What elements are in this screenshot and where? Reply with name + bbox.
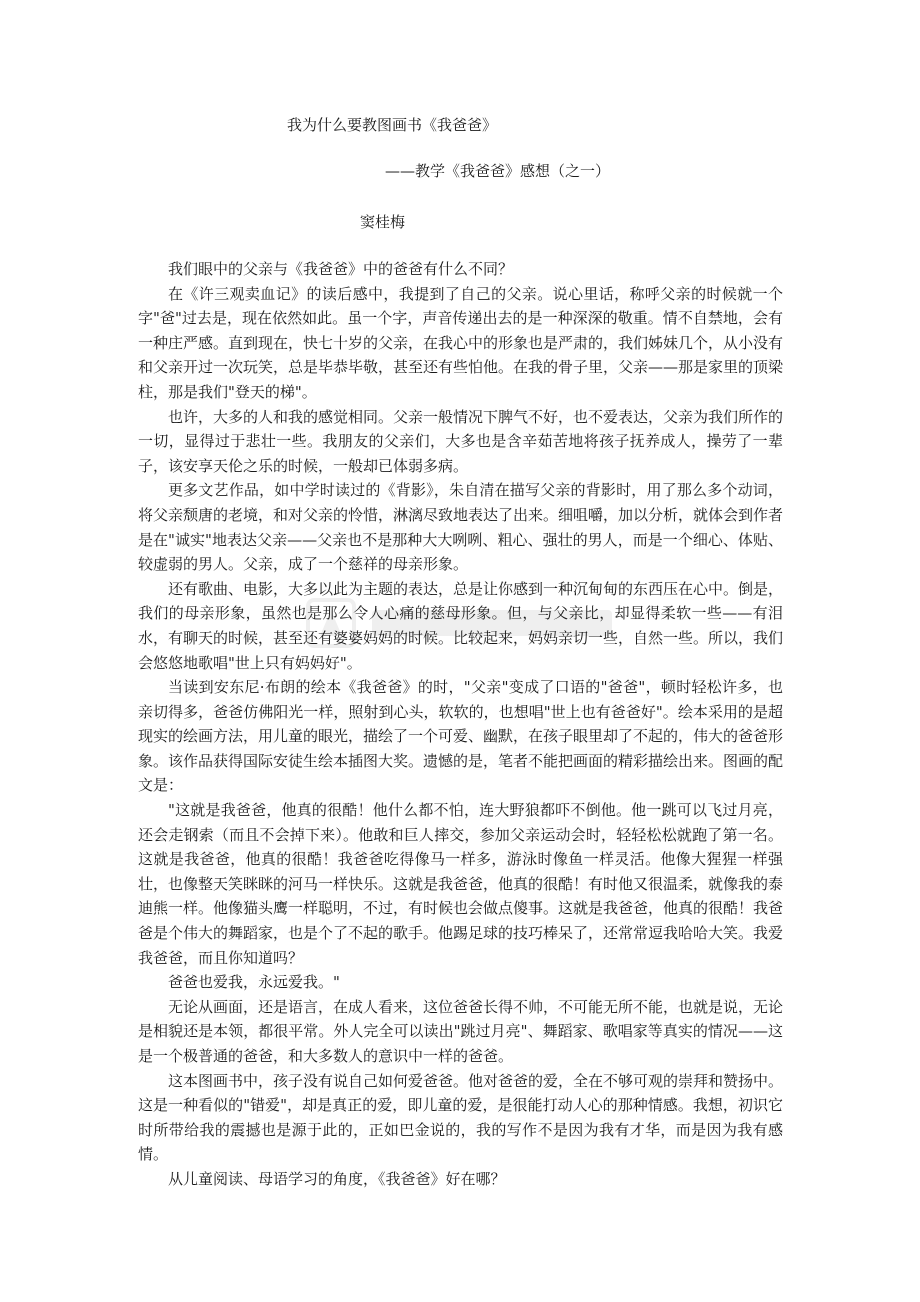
paragraph: 也许，大多的人和我的感觉相同。父亲一般情况下脾气不好，也不爱表达，父亲为我们所作的一切，显得过于悲壮一些。我朋友的父亲们，大多也是含辛茹苦地将孩子抚养成人，操劳了一辈子，该安享天伦之乐的时候，一般却已体弱多病。 <box>138 407 784 475</box>
document-author: 窦桂梅 <box>360 213 406 231</box>
paragraph: 还有歌曲、电影，大多以此为主题的表达，总是让你感到一种沉甸甸的东西压在心中。倒是，我们的母亲形象，虽然也是那么令人心痛的慈母形象。但，与父亲比，却显得柔软一些——有泪水，有聊天的时候，甚至还有婆婆妈妈的时候。比较起来，妈妈亲切一些，自然一些。所以，我们会悠悠地歌唱"世上只有妈妈好"。 <box>138 579 784 672</box>
document-body <box>138 257 783 1192</box>
paragraph: 无论从画面，还是语言，在成人看来，这位爸爸长得不帅，不可能无所不能，也就是说，无论是相貌还是本领，都很平常。外人完全可以读出"跳过月亮"、舞蹈家、歌唱家等真实的情况——这是一个极普通的爸爸，和大多数人的意识中一样的爸爸。 <box>138 997 784 1065</box>
paragraph: 当读到安东尼·布朗的绘本《我爸爸》的时，"父亲"变成了口语的"爸爸"，顿时轻松许多，也亲切得多，爸爸仿佛阳光一样，照射到心头，软软的，也想唱"世上也有爸爸好"。绘本采用的是超现实的绘画方法，用儿童的眼光，描绘了一个可爱、幽默，在孩子眼里却了不起的，伟大的爸爸形象。该作品获得国际安徒生绘本插图大奖。遗憾的是，笔者不能把画面的精彩描绘出来。图画的配文是： <box>138 678 784 795</box>
paragraph: 更多文艺作品，如中学时读过的《背影》，朱自清在描写父亲的背影时，用了那么多个动词，将父亲颓唐的老境，和对父亲的怜惜，淋漓尽致地表达了出来。细咀嚼，加以分析，就体会到作者是在"诚实"地表达父亲——父亲也不是那种大大咧咧、粗心、强壮的男人，而是一个细心、体贴、较虚弱的男人。父亲，成了一个慈祥的母亲形象。 <box>138 481 784 574</box>
paragraph: 从儿童阅读、母语学习的角度，《我爸爸》好在哪？ <box>168 1169 506 1188</box>
paragraph: 在《许三观卖血记》的读后感中，我提到了自己的父亲。说心里话，称呼父亲的时候就一个字"爸"过去是，现在依然如此。虽一个字，声音传递出去的是一种深深的敬重。情不自禁地，会有一种庄严感。直到现在，快七十岁的父亲，在我心中的形象也是严肃的，我们姊妹几个，从小没有和父亲开过一次玩笑，总是毕恭毕敬，甚至还有些怕他。在我的骨子里，父亲——那是家里的顶梁柱，那是我们"登天的梯"。 <box>138 284 784 401</box>
document-subtitle: ——教学《我爸爸》感想（之一） <box>385 162 611 180</box>
quote-paragraph: 爸爸也爱我，永远爱我。" <box>168 973 340 992</box>
document-title: 我为什么要教图画书《我爸爸》 <box>287 116 498 134</box>
paragraph: 这本图画书中，孩子没有说自己如何爱爸爸。他对爸爸的爱，全在不够可观的崇拜和赞扬中。这是一种看似的"错爱"，却是真正的爱，即儿童的爱，是很能打动人心的那种情感。我想，初识它时所带给我的震撼也是源于此的，正如巴金说的，我的写作不是因为我有才华，而是因为我有感情。 <box>138 1071 784 1164</box>
quote-paragraph: "这就是我爸爸，他真的很酷！他什么都不怕，连大野狼都吓不倒他。他一跳可以飞过月亮，还会走钢索（而且不会掉下来）。他敢和巨人摔交，参加父亲运动会时，轻轻松松就跑了第一名。这就是我爸爸，他真的很酷！我爸爸吃得像马一样多，游泳时像鱼一样灵活。他像大猩猩一样强壮，也像整天笑眯眯的河马一样快乐。这就是我爸爸，他真的很酷！有时他又很温柔，就像我的泰迪熊一样。他像猫头鹰一样聪明，不过，有时候也会做点傻事。这就是我爸爸，他真的很酷！我爸爸是个伟大的舞蹈家，也是个了不起的歌手。他踢足球的技巧棒呆了，还常常逗我哈哈大笑。我爱我爸爸，而且你知道吗？ <box>138 801 784 967</box>
paragraph: 我们眼中的父亲与《我爸爸》中的爸爸有什么不同？ <box>168 260 514 278</box>
